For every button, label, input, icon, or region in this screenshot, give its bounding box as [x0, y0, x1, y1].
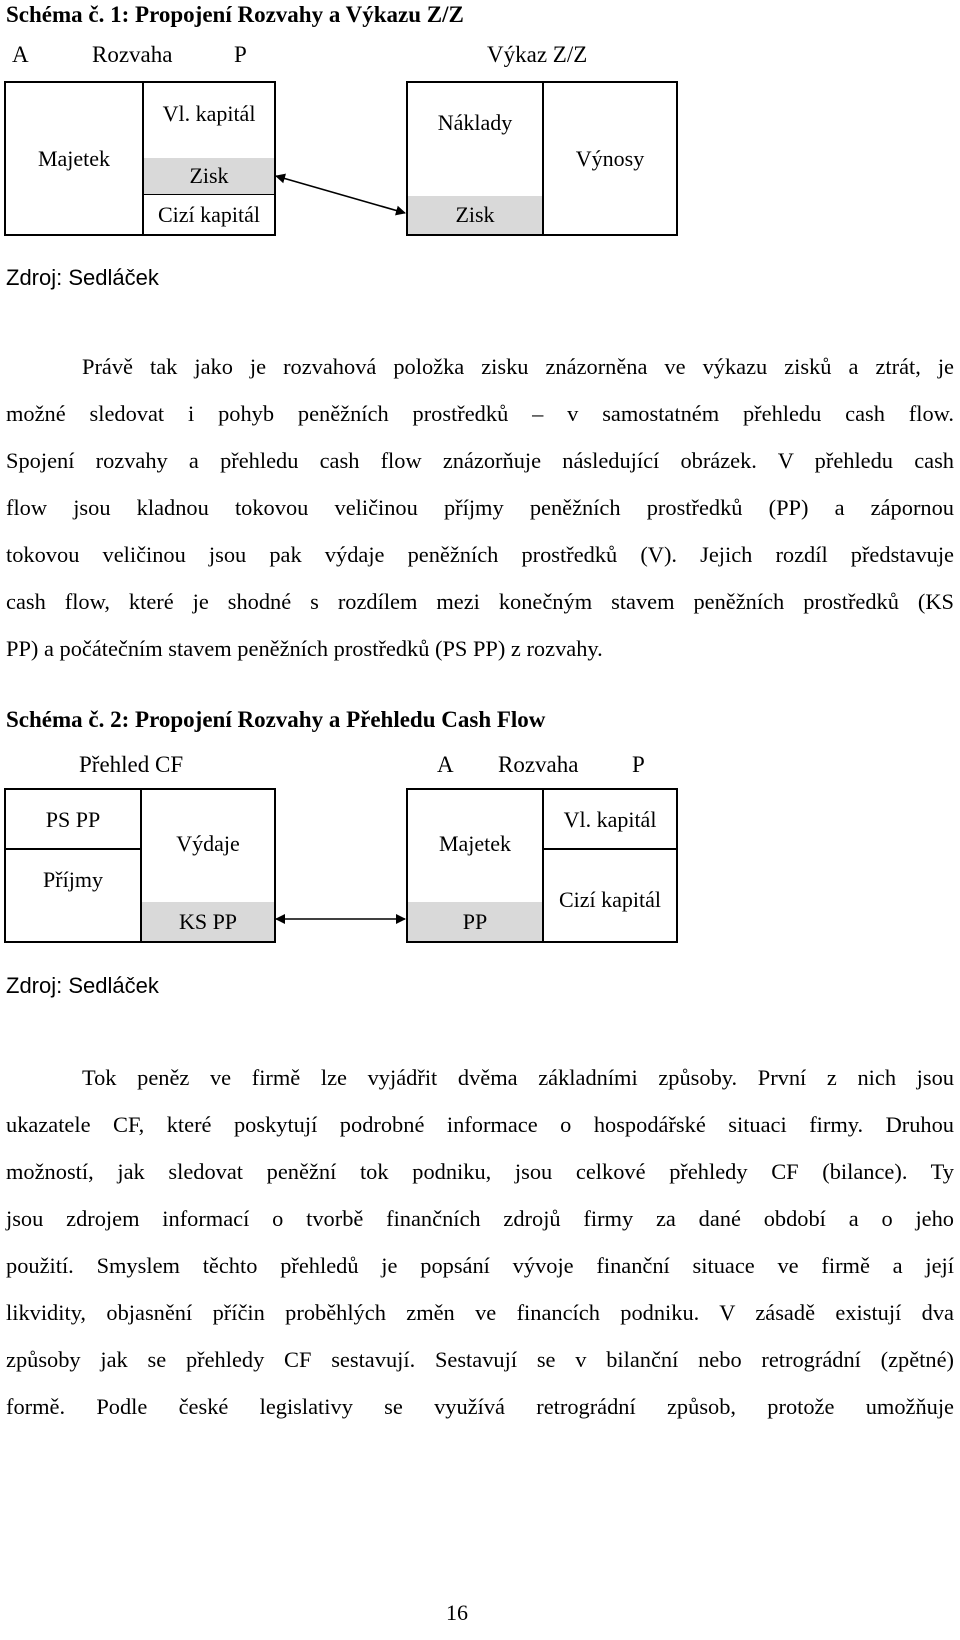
schema1-vynosy: Výnosy	[575, 145, 645, 171]
schema1-zisk-right: Zisk	[455, 202, 495, 227]
schema2-cizi-kapital: Cizí kapitál	[558, 887, 662, 912]
schema2-prijmy: Příjmy	[43, 867, 103, 892]
paragraph-2-line: Tok peněz ve firmě lze vyjádřit dvěma základními způsoby. První z nich jsou	[82, 1065, 954, 1090]
paragraph-1-line: cash flow, které je shodné s rozdílem mezi konečným stavem peněžních prostředků (KS	[6, 589, 954, 614]
schema2-header-a: A	[437, 752, 454, 777]
schema1-majetek: Majetek	[37, 145, 111, 171]
paragraph-1-line: Právě tak jako je rozvahová položka zisku znázorněna ve výkazu zisků a ztrát, je	[82, 354, 954, 379]
paragraph-2-line: formě. Podle české legislativy se využívá retrográdní způsob, protože umožňuje	[6, 1394, 954, 1419]
paragraph-2-line: možností, jak sledovat peněžní tok podniku, jsou celkové přehledy CF (bilance). Ty	[6, 1159, 954, 1184]
schema2-ks-pp: KS PP	[178, 908, 238, 934]
schema2-vl-kapital: Vl. kapitál	[563, 807, 657, 832]
schema1-header-a: A	[12, 42, 29, 67]
paragraph-2-line: likvidity, objasnění příčin proběhlých změn ve financích podniku. V zásadě existují dva	[6, 1300, 954, 1325]
schema2-source: Zdroj: Sedláček	[6, 973, 159, 998]
schema1-zisk-arrow	[276, 176, 405, 213]
paragraph-1-line: PP) a počátečním stavem peněžních prostředků (PS PP) z rozvahy.	[6, 636, 603, 661]
paragraph-2-line: použití. Smyslem těchto přehledů je popsání vývoje finanční situace ve firmě a její	[6, 1253, 954, 1278]
paragraph-1-line: možné sledovat i pohyb peněžních prostředků – v samostatném přehledu cash flow.	[6, 401, 954, 426]
schema2-vydaje: Výdaje	[176, 831, 240, 856]
schema2-header-prehled: Přehled CF	[79, 752, 184, 777]
paragraph-1-line: Spojení rozvahy a přehledu cash flow znázorňuje následující obrázek. V přehledu cash	[6, 448, 954, 473]
schema1-naklady: Náklady	[437, 110, 513, 135]
schema1-header-rozvaha: Rozvaha	[92, 42, 173, 67]
schema2-header-p: P	[632, 752, 645, 777]
schema1-cizi-kapital: Cizí kapitál	[157, 201, 261, 227]
paragraph-2-line: způsoby jak se přehledy CF sestavují. Sestavují se v bilanční nebo retrográdní (zpětné)	[6, 1347, 954, 1372]
schema1-zisk-left: Zisk	[189, 163, 229, 188]
schema1-header-p: P	[234, 42, 247, 67]
paragraph-2-line: jsou zdrojem informací o tvorbě finančních zdrojů firmy za dané období a o jeho	[6, 1206, 954, 1231]
schema1-title: Schéma č. 1: Propojení Rozvahy a Výkazu Z/Z	[6, 2, 464, 27]
schema2-title: Schéma č. 2: Propojení Rozvahy a Přehledu Cash Flow	[6, 707, 546, 732]
paragraph-1-line: tokovou veličinou jsou pak výdaje peněžních prostředků (V). Jejich rozdíl představuje	[6, 542, 954, 567]
schema2-majetek: Majetek	[438, 831, 512, 856]
schema2-header-rozvaha: Rozvaha	[498, 752, 579, 777]
schema1-header-vykaz: Výkaz Z/Z	[487, 42, 588, 67]
schema2-ps-pp: PS PP	[45, 807, 101, 832]
schema1-source: Zdroj: Sedláček	[6, 265, 159, 290]
schema2-pp: PP	[462, 908, 488, 934]
page-number: 16	[446, 1600, 468, 1625]
schema1-vl-kapital: Vl. kapitál	[162, 101, 256, 126]
paragraph-2-line: ukazatele CF, které poskytují podrobné informace o hospodářské situaci firmy. Druhou	[6, 1112, 954, 1137]
paragraph-1-line: flow jsou kladnou tokovou veličinou příjmy peněžních prostředků (PP) a zápornou	[6, 495, 954, 520]
